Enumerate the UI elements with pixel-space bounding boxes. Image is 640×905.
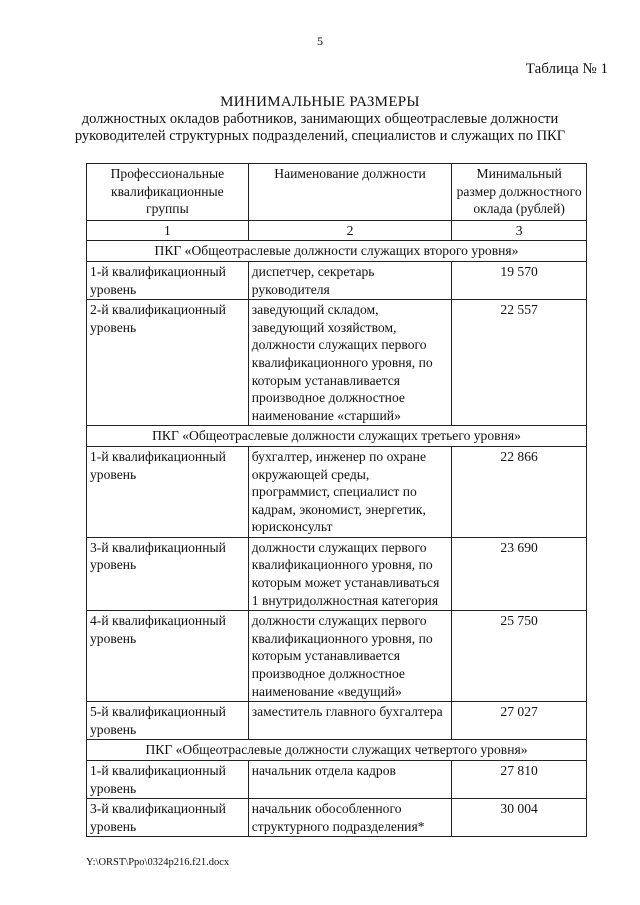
header-pkg: Профессиональные квалификационные группы xyxy=(87,164,249,221)
footer-file-path: Y:\ORST\Ppo\0324p216.f21.docx xyxy=(86,857,230,868)
group-title: ПКГ «Общеотраслевые должности служащих второго уровня» xyxy=(87,241,587,262)
table-label: Таблица № 1 xyxy=(525,61,608,77)
qualification-level: 4-й квалификационный уровень xyxy=(87,611,249,702)
salary-value: 19 570 xyxy=(452,261,587,299)
title-line-3: руководителей структурных подразделений, специалистов и служащих по ПКГ xyxy=(74,128,566,144)
table-row xyxy=(87,537,587,610)
position-name: бухгалтер, инженер по охране окружающей среды, программист, специалист по кадрам, экономист, энергетик, юрисконсульт xyxy=(248,446,452,537)
table-row xyxy=(87,261,587,299)
salary-table xyxy=(86,163,587,837)
group-title: ПКГ «Общеотраслевые должности служащих четвертого уровня» xyxy=(87,740,587,761)
position-name: заведующий складом, заведующий хозяйством, должности служащих первого квалификационного уровня, по которым устанавливается производное должностное наименование «старший» xyxy=(248,300,452,426)
page-number: 5 xyxy=(317,34,323,48)
header-salary: Минимальный размер должностного оклада (рублей) xyxy=(452,164,587,221)
col-number-1: 1 xyxy=(87,220,249,241)
title-line-2: должностных окладов работников, занимающих общеотраслевые должности xyxy=(81,111,559,127)
position-name: диспетчер, секретарь руководителя xyxy=(248,261,452,299)
qualification-level: 3-й квалификационный уровень xyxy=(87,799,249,837)
salary-value: 27 810 xyxy=(452,761,587,799)
position-name: должности служащих первого квалификационного уровня, по которым может устанавливаться 1 внутридолжностная категория xyxy=(248,537,452,610)
document-title xyxy=(0,94,640,145)
table-row xyxy=(87,799,587,837)
qualification-level: 2-й квалификационный уровень xyxy=(87,300,249,426)
qualification-level: 1-й квалификационный уровень xyxy=(87,446,249,537)
table-row xyxy=(87,761,587,799)
salary-value: 22 557 xyxy=(452,300,587,426)
col-number-3: 3 xyxy=(452,220,587,241)
salary-value: 25 750 xyxy=(452,611,587,702)
qualification-level: 3-й квалификационный уровень xyxy=(87,537,249,610)
position-name: заместитель главного бухгалтера xyxy=(248,702,452,740)
qualification-level: 1-й квалификационный уровень xyxy=(87,261,249,299)
qualification-level: 5-й квалификационный уровень xyxy=(87,702,249,740)
table-row xyxy=(87,300,587,426)
salary-value: 23 690 xyxy=(452,537,587,610)
col-number-2: 2 xyxy=(248,220,452,241)
qualification-level: 1-й квалификационный уровень xyxy=(87,761,249,799)
table-row xyxy=(87,446,587,537)
group-row xyxy=(87,241,587,262)
table-row xyxy=(87,702,587,740)
position-name: начальник обособленного структурного подразделения* xyxy=(248,799,452,837)
group-row xyxy=(87,740,587,761)
position-name: должности служащих первого квалификационного уровня, по которым устанавливается производное должностное наименование «ведущий» xyxy=(248,611,452,702)
table-header-row xyxy=(87,164,587,221)
salary-value: 22 866 xyxy=(452,446,587,537)
title-main: МИНИМАЛЬНЫЕ РАЗМЕРЫ xyxy=(220,94,420,110)
salary-value: 30 004 xyxy=(452,799,587,837)
group-row xyxy=(87,426,587,447)
table-row xyxy=(87,611,587,702)
header-position: Наименование должности xyxy=(248,164,452,221)
salary-value: 27 027 xyxy=(452,702,587,740)
column-number-row xyxy=(87,220,587,241)
group-title: ПКГ «Общеотраслевые должности служащих третьего уровня» xyxy=(87,426,587,447)
position-name: начальник отдела кадров xyxy=(248,761,452,799)
